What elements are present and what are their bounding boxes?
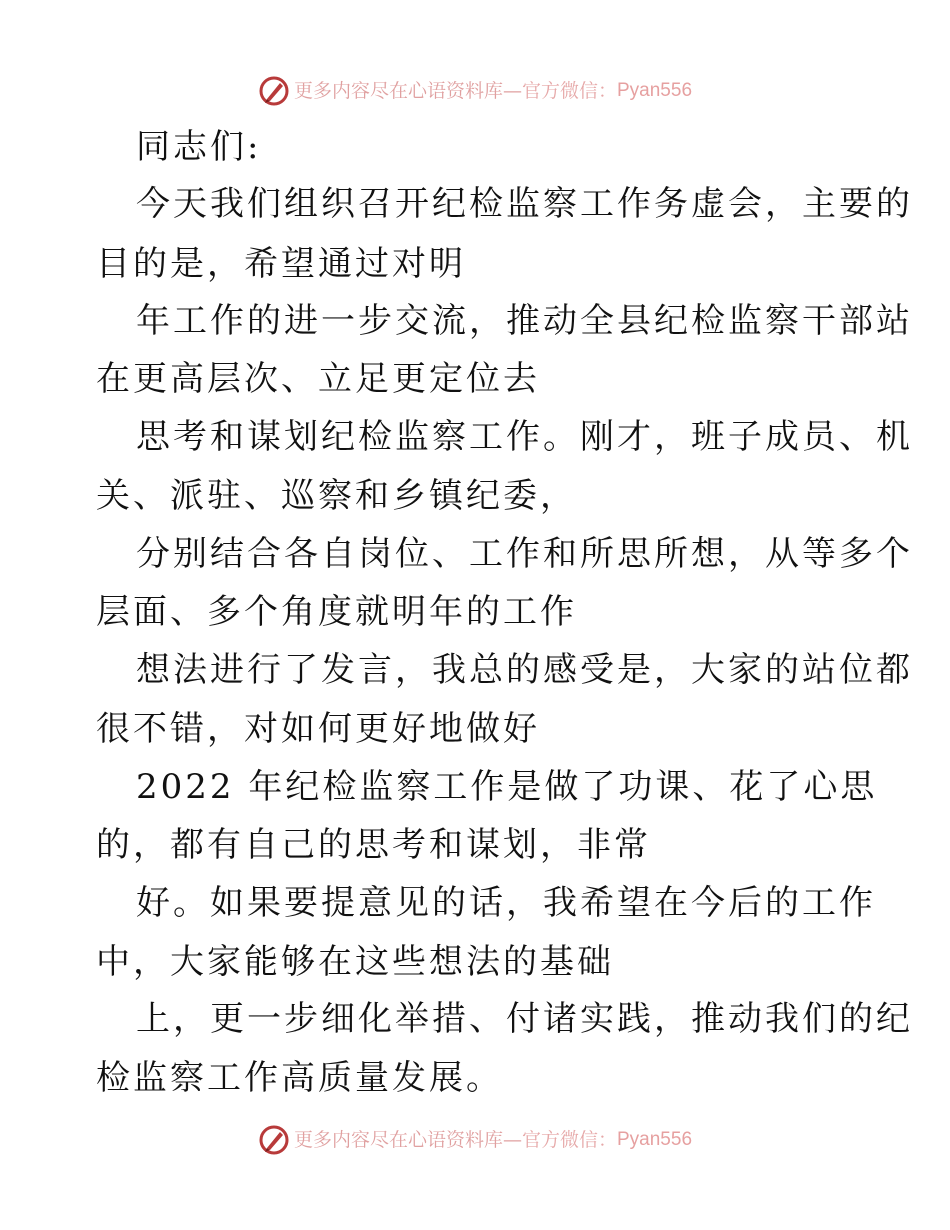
text-line: 中，大家能够在这些想法的基础 (96, 942, 614, 982)
banner-site-text: 更多内容尽在心语资料库 (293, 1129, 503, 1151)
text-line: 检监察工作高质量发展。 (96, 1058, 503, 1098)
text-line: 层面、多个角度就明年的工作 (96, 592, 577, 632)
text-line: 上，更一步细化举措、付诸实践，推动我们的纪 (136, 999, 913, 1039)
text-line: 很不错，对如何更好地做好 (96, 709, 540, 749)
text-line: 的，都有自己的思考和谋划，非常 (96, 825, 651, 865)
pen-logo-icon (258, 1124, 290, 1156)
banner-wechat-label: 官方微信： (521, 80, 617, 102)
footer-watermark-banner (0, 1122, 950, 1158)
text-line: 好。如果要提意见的话，我希望在今后的工作 (136, 883, 876, 923)
text-line: 今天我们组织召开纪检监察工作务虚会，主要的 (136, 184, 913, 224)
header-watermark-banner (0, 73, 950, 109)
banner-site-text: 更多内容尽在心语资料库 (293, 80, 503, 102)
text-line: 想法进行了发言，我总的感受是，大家的站位都 (136, 650, 913, 690)
text-line: 同志们: (136, 127, 262, 167)
pen-logo-icon (258, 75, 290, 107)
banner-separator: — (502, 1129, 522, 1151)
text-line: 在更高层次、立足更定位去 (96, 359, 540, 399)
text-line: 2022 年纪检监察工作是做了功课、花了心思 (136, 767, 878, 807)
text-line: 关、派驻、巡察和乡镇纪委， (96, 476, 577, 516)
banner-separator: — (502, 80, 522, 102)
text-line: 分别结合各自岗位、工作和所思所想，从等多个 (136, 534, 913, 574)
text-line: 思考和谋划纪检监察工作。刚才，班子成员、机 (136, 417, 913, 457)
text-line: 目的是，希望通过对明 (96, 244, 466, 284)
banner-account: Pyan556 (617, 80, 693, 101)
banner-account: Pyan556 (617, 1129, 693, 1150)
banner-wechat-label: 官方微信： (521, 1129, 617, 1151)
text-line: 年工作的进一步交流，推动全县纪检监察干部站 (136, 301, 913, 341)
